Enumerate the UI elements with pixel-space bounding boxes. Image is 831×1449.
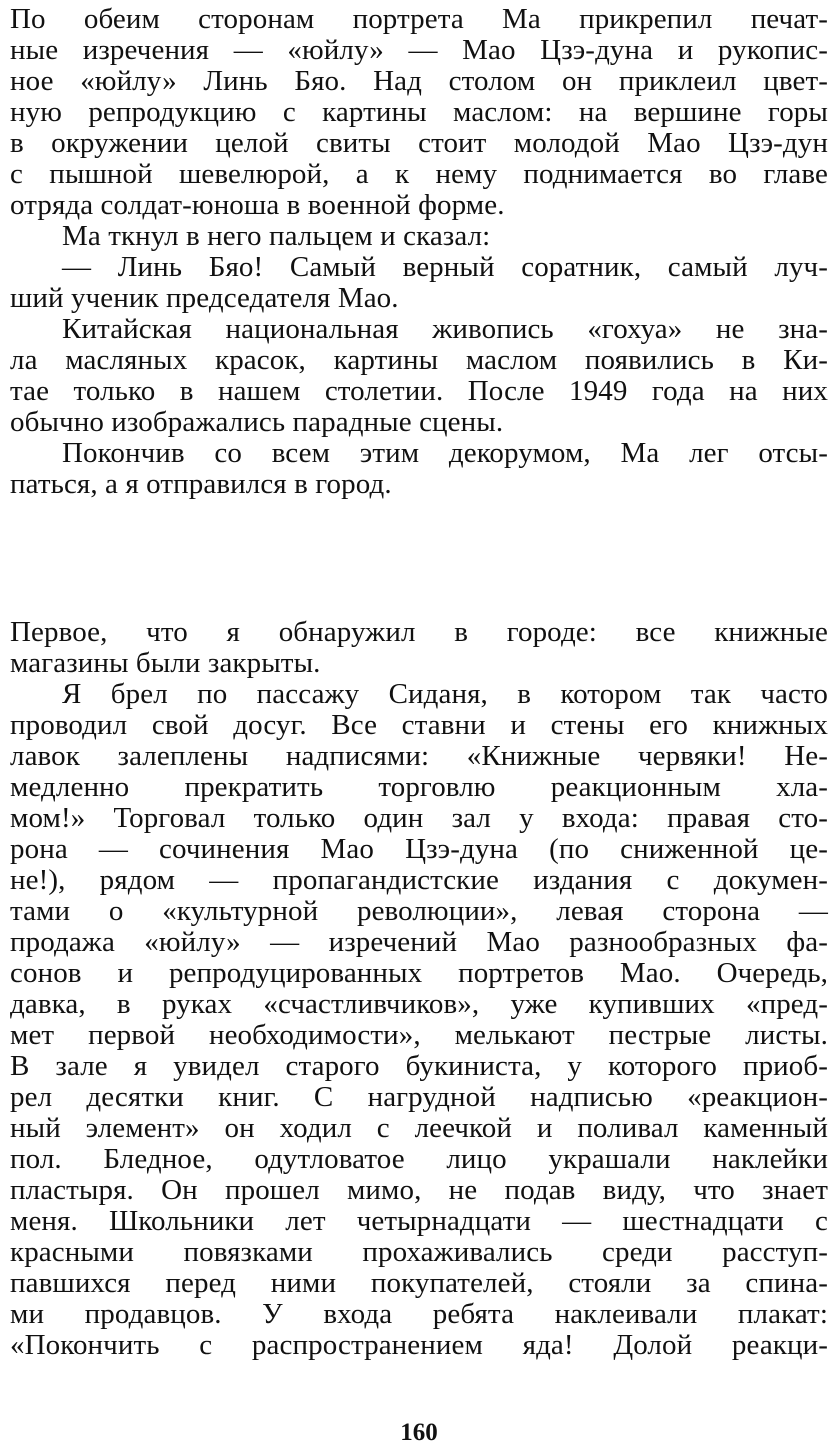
text-line: ший ученик председателя Мао.	[10, 282, 399, 314]
book-page	[10, 0, 828, 1449]
text-line: меня. Школьники лет четырнадцати — шестнадцати с	[10, 1205, 828, 1237]
text-line: ные изречения — «юйлу» — Мао Цзэ-дуна и рукопис-	[10, 34, 828, 66]
text-line: в окружении целой свиты стоит молодой Мао Цзэ-дун	[10, 127, 828, 159]
text-line: красными повязками прохаживались среди расступ-	[10, 1236, 828, 1268]
text-line: ла масляных красок, картины маслом появились в Ки-	[10, 344, 828, 376]
text-line: с пышной шевелюрой, а к нему поднимается во главе	[10, 158, 828, 190]
text-line: не!), рядом — пропагандистские издания с докумен-	[10, 864, 828, 896]
text-line: Первое, что я обнаружил в городе: все книжные	[10, 616, 828, 648]
text-line: пластыря. Он прошел мимо, не подав виду, что знает	[10, 1174, 828, 1206]
text-line: ную репродукцию с картины маслом: на вершине горы	[10, 96, 828, 128]
text-line: По обеим сторонам портрета Ма прикрепил печат-	[10, 3, 828, 35]
text-line: ми продавцов. У входа ребята наклеивали плакат:	[10, 1298, 828, 1330]
text-line: Покончив со всем этим декорумом, Ма лег отсы-	[62, 437, 828, 469]
text-line: давка, в руках «счастливчиков», уже купивших «пред-	[10, 988, 828, 1020]
text-line: отряда солдат-юноша в военной форме.	[10, 189, 505, 221]
text-line: ный элемент» он ходил с леечкой и поливал каменный	[10, 1112, 828, 1144]
text-line: паться, а я отправился в город.	[10, 468, 392, 500]
text-line: сонов и репродуцированных портретов Мао. Очередь,	[10, 957, 828, 989]
text-line: лавок залеплены надписями: «Книжные червяки! Не-	[10, 740, 828, 772]
text-line: Я брел по пассажу Сиданя, в котором так часто	[62, 678, 828, 710]
text-line: тами о «культурной революции», левая сторона —	[10, 895, 828, 927]
text-line: мом!» Торговал только один зал у входа: правая сто-	[10, 802, 828, 834]
text-line: магазины были закрыты.	[10, 647, 321, 679]
text-line: ное «юйлу» Линь Бяо. Над столом он приклеил цвет-	[10, 65, 828, 97]
text-line: — Линь Бяо! Самый верный соратник, самый луч-	[62, 251, 828, 283]
text-line: обычно изображались парадные сцены.	[10, 406, 504, 438]
text-line: рел десятки книг. С нагрудной надписью «реакцион-	[10, 1081, 828, 1113]
text-line: продажа «юйлу» — изречений Мао разнообразных фа-	[10, 926, 828, 958]
text-line: тае только в нашем столетии. После 1949 года на них	[10, 375, 828, 407]
text-line: «Покончить с распространением яда! Долой реакци-	[10, 1329, 828, 1361]
text-line: мет первой необходимости», мелькают пестрые листы.	[10, 1019, 828, 1051]
text-line: проводил свой досуг. Все ставни и стены его книжных	[10, 709, 828, 741]
text-line: В зале я увидел старого букиниста, у которого приоб-	[10, 1050, 828, 1082]
text-line: пол. Бледное, одутловатое лицо украшали наклейки	[10, 1143, 828, 1175]
text-line: медленно прекратить торговлю реакционным хла-	[10, 771, 828, 803]
text-line: Китайская национальная живопись «гохуа» не зна-	[62, 313, 828, 345]
page-number: 160	[400, 1419, 438, 1446]
text-line: рона — сочинения Мао Цзэ-дуна (по сниженной це-	[10, 833, 828, 865]
text-line: павшихся перед ними покупателей, стояли за спина-	[10, 1267, 828, 1299]
text-line: Ма ткнул в него пальцем и сказал:	[62, 220, 491, 252]
